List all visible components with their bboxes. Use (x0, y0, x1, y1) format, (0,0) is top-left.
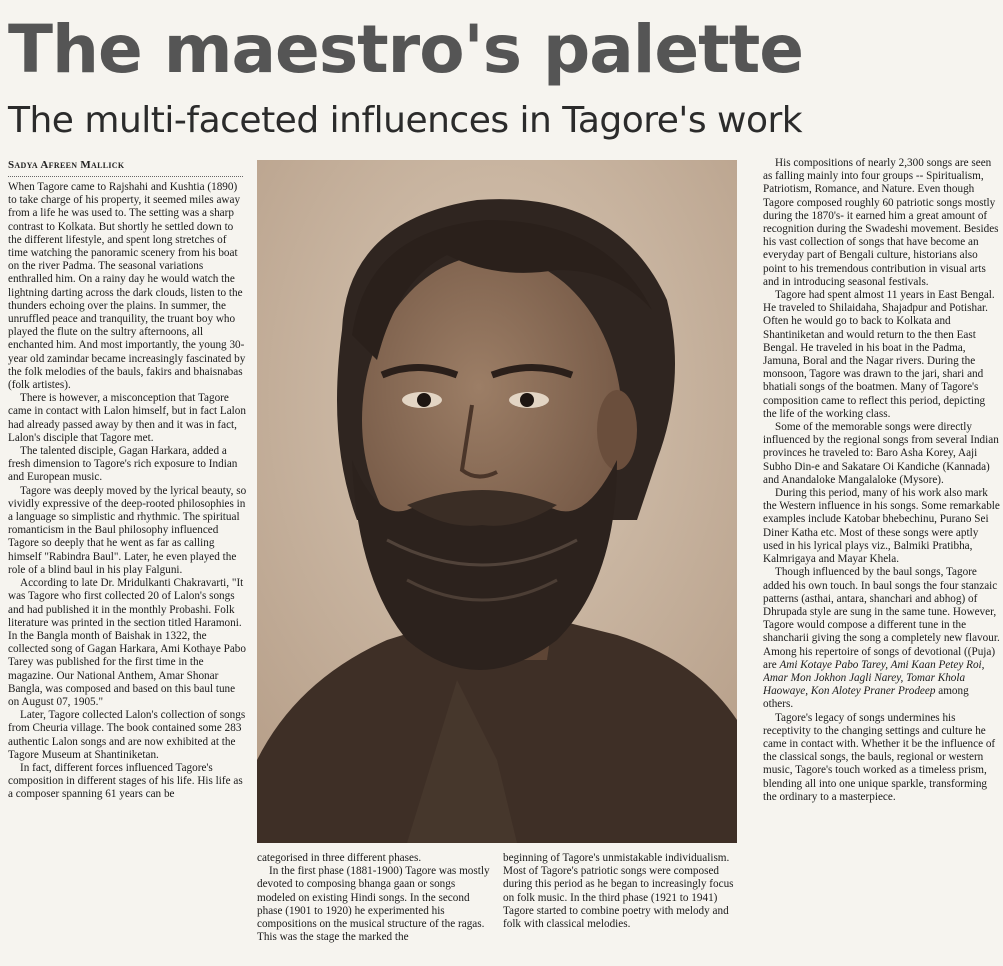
column-bottom-middle (503, 852, 737, 960)
paragraph: Later, Tagore collected Lalon's collection of songs from Cheuria village. The book contained some 283 authentic Lalon songs and are now exhibited at the Tagore Museum at Shantiniketan. (8, 709, 246, 761)
column-right (763, 157, 1001, 957)
headline: The maestro's palette (8, 11, 804, 88)
column-left (8, 181, 248, 961)
paragraph: In the first phase (1881-1900) Tagore was mostly devoted to composing bhanga gaan or songs modeled on existing Hindi songs. In the second phase (1901 to 1920) he experimented his compositions on the musical structure of the ragas. This was the stage the marked the (257, 865, 490, 944)
paragraph: In fact, different forces influenced Tagore's composition in different stages of his life. His life as a composer spanning 61 years can be (8, 761, 243, 801)
paragraph: Tagore had spent almost 11 years in East Bengal. He traveled to Shilaidaha, Shajadpur and Potishar. Often he would go to back to Kolkata and Shantiniketan and would return to the then East Bengal. He traveled in his boat in the Padma, Jamuna, Boral and the Nagar rivers. During the monsoon, Tagore was drawn to the jari, shari and bhatiali songs of the boatmen. Many of Tagore's composition came to reflect this period, depicting the life of the working class. (763, 289, 995, 420)
paragraph: There is however, a misconception that Tagore came in contact with Lalon himself, but in fact Lalon had already passed away by then and it was in fact, Lalon's disciple that Tagore met. (8, 392, 246, 444)
paragraph: During this period, many of his work also mark the Western influence in his songs. Some remarkable examples include Katobar bhebechinu, Purano Sei Diner Katha etc. Most of these songs were aptly used in his lyrical plays viz., Balmiki Pratibha, Kalmrigaya and Mayar Khela. (763, 487, 1000, 566)
paragraph (763, 566, 1001, 711)
byline-rule (8, 176, 243, 177)
subheadline: The multi-faceted influences in Tagore's work (8, 100, 803, 141)
paragraph: categorised in three different phases. (257, 852, 422, 864)
paragraph: According to late Dr. Mridulkanti Chakravarti, "It was Tagore who first collected 20 of Lalon's songs and had published it in the monthly Probashi. Folk literature was printed in the section titled Haramoni. In the Bangla month of Baishak in 1322, the collected song of Gagan Harkara, Ami Kothaye Pabo Tarey was published for the first time in the magazine. Our National Anthem, Amar Shonar Bangla, was composed and based on this baul tune on August 07, 1905." (8, 577, 246, 708)
text-run: among others. (763, 685, 969, 711)
text-run: Though influenced by the baul songs, Tagore added his own touch. In baul songs the four stanzaic patterns (asthai, antara, shanchari and abhog) of Dhrupada style are sung in the same tune. However, Tagore would compose a different tune in the shancharii giving the song a completely new flavour. Among his repertoire of songs of devotional ((Puja) are (763, 566, 1000, 671)
byline: Sadya Afreen Mallick (8, 159, 125, 171)
paragraph: When Tagore came to Rajshahi and Kushtia (1890) to take charge of his property, it seemed miles away from a life he was used to. The setting was a sharp contrast to Kolkata. But shortly he settled down to the different lifestyle, and spent long stretches of time watching the panoramic scenery from his boat on the river Padma. The seasonal variations enthralled him. On a rainy day he would watch the lightning darting across the dark clouds, listen to the thunders echoing over the plains. In summer, the unruffled peace and tranquility, the truant boy who played the flute on the sultry afternoons, all enchanted him. And most importantly, the young 30-year old zamindar became increasingly fascinated by the folk melodies of the bauls, fakirs and bhaisnabas (folk artistes). (8, 181, 246, 392)
paragraph: Some of the memorable songs were directly influenced by the regional songs from several Indian provinces he traveled to: Baro Asha Korey, Aaji Subho Din-e and Sakatare Oi Kandiche (Kannada) and Anandaloke Mangalaloke (Mysore). (763, 421, 999, 486)
portrait-illustration (257, 160, 737, 843)
paragraph: The talented disciple, Gagan Harkara, added a fresh dimension to Tagore's rich exposure to Indian and European music. (8, 445, 238, 484)
paragraph: Tagore's legacy of songs undermines his receptivity to the changing settings and culture he came in contact with. Whether it be the influence of the classical songs, the bauls, regional or western music, Tagore's touch worked as a timeless prism, blending all into one unique sparkle, transforming the ordinary to a masterpiece. (763, 711, 996, 803)
paragraph: His compositions of nearly 2,300 songs are seen as falling mainly into four groups -- Spiritualism, Patriotism, Romance, and Nature. Even though Tagore composed roughly 60 patriotic songs mostly during the 1870's- it earned him a great amount of recognition during the Swadeshi movement. Besides his vast collection of songs that have become an everyday part of Bengali culture, historians also point to his tremendous contribution in visual arts and in introducing seasonal festivals. (763, 157, 999, 288)
paragraph: beginning of Tagore's unmistakable individualism. Most of Tagore's patriotic songs were composed during this period as he began to increasingly focus on folk music. In the third phase (1921 to 1941) Tagore started to combine poetry with melody and folk with classical melodies. (503, 852, 734, 931)
song-titles: Ami Kotaye Pabo Tarey, Ami Kaan Petey Roi, Amar Mon Jokhon Jagli Narey, Tomar Khola Haowaye, Kon Alotey Praner Prodeep (763, 658, 985, 698)
paragraph: Tagore was deeply moved by the lyrical beauty, so vividly expressive of the deep-rooted philosophies in a language so simplistic and rhythmic. The spiritual romanticism in the Baul philosophy influenced Tagore so deeply that he went as far as calling himself "Rabindra Baul". Later, he even played the role of a blind baul in his play Falguni. (8, 484, 247, 576)
column-bottom-left (257, 852, 491, 960)
tagore-portrait-photo (257, 160, 737, 843)
